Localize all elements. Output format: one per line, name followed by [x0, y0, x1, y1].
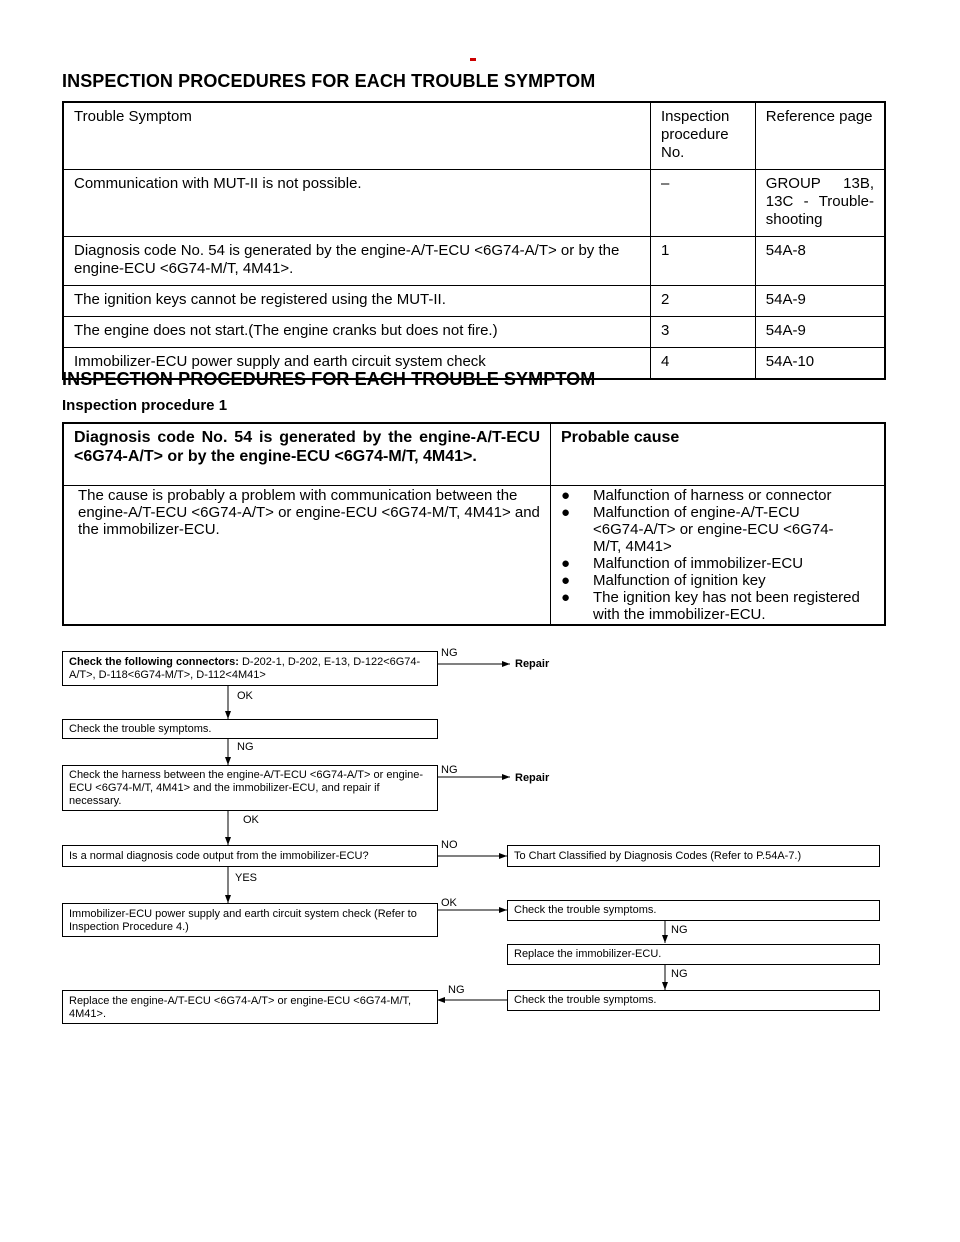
- ng-label: NG: [448, 984, 465, 996]
- header-trouble-symptom: Trouble Symptom: [63, 102, 651, 170]
- ok-label: OK: [441, 897, 457, 909]
- page-title: INSPECTION PROCEDURES FOR EACH TROUBLE SYMPTOM: [62, 71, 596, 91]
- procedure-title: Inspection procedure 1: [62, 397, 228, 414]
- procedure-cell: 1: [651, 237, 756, 286]
- ng-label: NG: [237, 741, 254, 753]
- bullet-icon: ●: [561, 504, 571, 521]
- ng-label: NG: [671, 924, 688, 936]
- flow-box-replace-engine-ecu: Replace the engine-A/T-ECU <6G74-A/T> or engine-ECU <6G74-M/T, 4M41>.: [62, 990, 438, 1024]
- flow-box-check-connectors: Check the following connectors: D-202-1, D-202, E-13, D-122<6G74-A/T>, D-118<6G74-M/T>, D-112<4M41>: [62, 651, 438, 686]
- ng-label: NG: [441, 764, 458, 776]
- header-reference-page: Reference page: [755, 102, 885, 170]
- list-item: ● Malfunction of ignition key: [561, 572, 766, 589]
- flow-box-power-earth-check: Immobilizer-ECU power supply and earth circuit system check (Refer to Inspection Procedure 4.): [62, 903, 438, 937]
- reference-cell: 54A-8: [755, 237, 885, 286]
- list-item: ● Malfunction of engine-A/T-ECU <6G74-A/T> or engine-ECU <6G74-M/T, 4M41>: [561, 504, 834, 555]
- procedure-cell: 2: [651, 286, 756, 317]
- list-item: ● Malfunction of harness or connector: [561, 487, 832, 504]
- ng-label: NG: [671, 968, 688, 980]
- procedure-cell: 3: [651, 317, 756, 348]
- ng-label: NG: [441, 647, 458, 659]
- symptom-cell: The engine does not start.(The engine cranks but does not fire.): [63, 317, 651, 348]
- symptom-cell: Diagnosis code No. 54 is generated by the engine-A/T-ECU <6G74-A/T> or by the engine-ECU <6G74-M/T, 4M41>.: [63, 237, 651, 286]
- ok-label: OK: [243, 814, 259, 826]
- reference-cell: 54A-10: [755, 348, 885, 380]
- flow-box-check-harness: Check the harness between the engine-A/T-ECU <6G74-A/T> or engine-ECU <6G74-M/T, 4M41> and the immobilizer-ECU, and repair if necessary.: [62, 765, 438, 811]
- yes-label: YES: [235, 872, 258, 884]
- no-label: NO: [441, 839, 458, 851]
- section-heading: INSPECTION PROCEDURES FOR EACH TROUBLE SYMPTOM: [62, 369, 596, 389]
- procedure-cell: –: [651, 170, 756, 237]
- flow-box-replace-immobilizer: Replace the immobilizer-ECU.: [507, 944, 880, 965]
- bullet-icon: ●: [561, 589, 571, 606]
- cause-description: The cause is probably a problem with communication between the engine-A/T-ECU <6G74-A/T> or engine-ECU <6G74-M/T, 4M41> and the immobilizer-ECU.: [78, 487, 540, 538]
- ok-label: OK: [237, 690, 253, 702]
- diagnosis-heading: Diagnosis code No. 54 is generated by the engine-A/T-ECU <6G74-A/T> or by the engine-ECU <6G74-M/T, 4M41>.: [74, 429, 540, 465]
- flow-box-chart-reference: To Chart Classified by Diagnosis Codes (Refer to P.54A-7.): [507, 845, 880, 867]
- bullet-icon: ●: [561, 487, 571, 504]
- symptom-cell: Immobilizer-ECU power supply and earth circuit system check: [63, 348, 651, 380]
- flow-box-check-symptoms-final: Check the trouble symptoms.: [507, 990, 880, 1011]
- flow-box-check-symptoms: Check the trouble symptoms.: [62, 719, 438, 739]
- flow-box-check-symptoms-right: Check the trouble symptoms.: [507, 900, 880, 921]
- procedure-cell: 4: [651, 348, 756, 380]
- reference-cell: 54A-9: [755, 317, 885, 348]
- repair-label: Repair: [515, 658, 550, 670]
- list-item: ● The ignition key has not been registered with the immobilizer-ECU.: [561, 589, 860, 623]
- header-procedure-no: Inspection procedure No.: [651, 102, 756, 170]
- list-item: ● Malfunction of immobilizer-ECU: [561, 555, 804, 572]
- reference-cell: GROUP 13B, 13C - Trouble-shooting: [755, 170, 885, 237]
- repair-label: Repair: [515, 772, 550, 784]
- reference-cell: 54A-9: [755, 286, 885, 317]
- symptom-cell: Communication with MUT-II is not possible.: [63, 170, 651, 237]
- symptom-cell: The ignition keys cannot be registered using the MUT-II.: [63, 286, 651, 317]
- bullet-icon: ●: [561, 572, 571, 589]
- bullet-icon: ●: [561, 555, 571, 572]
- probable-cause-heading: Probable cause: [561, 429, 680, 446]
- flow-box-diagnosis-question: Is a normal diagnosis code output from the immobilizer-ECU?: [62, 845, 438, 867]
